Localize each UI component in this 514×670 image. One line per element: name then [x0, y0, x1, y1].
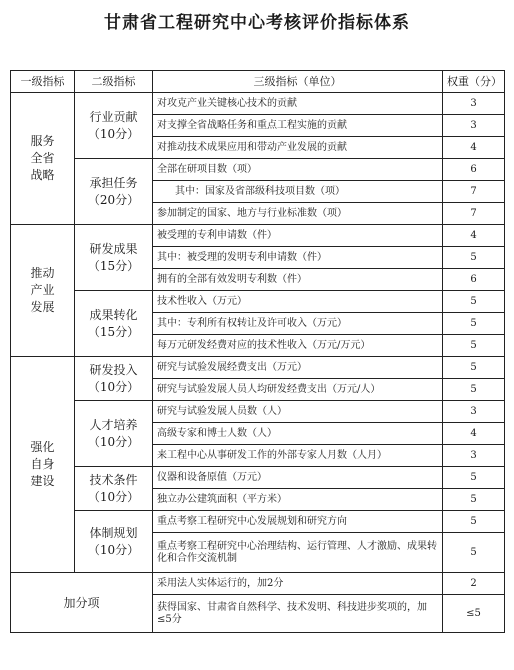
indicator-weight: 4 — [443, 225, 505, 247]
indicator-weight: 3 — [443, 93, 505, 115]
indicator-text: 拥有的全部有效发明专利数（件） — [153, 269, 443, 291]
indicator-text: 对攻克产业关键核心技术的贡献 — [153, 93, 443, 115]
bonus-label: 加分项 — [11, 573, 153, 633]
level1-self-building: 强化 自身 建设 — [11, 357, 75, 573]
indicator-text: 重点考察工程研究中心发展规划和研究方向 — [153, 511, 443, 533]
indicator-text: 每万元研发经费对应的技术性收入（万元/万元） — [153, 335, 443, 357]
indicator-text: 技术性收入（万元） — [153, 291, 443, 313]
level2-industry-contribution: 行业贡献 （10分） — [75, 93, 153, 159]
indicator-weight: 5 — [443, 247, 505, 269]
indicator-weight: 6 — [443, 159, 505, 181]
indicator-text: 参加制定的国家、地方与行业标准数（项） — [153, 203, 443, 225]
table-row — [11, 159, 505, 181]
indicator-weight: 4 — [443, 137, 505, 159]
bonus-item-weight: 2 — [443, 573, 505, 595]
indicator-weight: 5 — [443, 533, 505, 573]
indicator-table — [10, 70, 505, 633]
indicator-weight: 7 — [443, 181, 505, 203]
indicator-text: 其中：国家及省部级科技项目数（项） — [153, 181, 443, 203]
header-weight: 权重（分） — [443, 71, 505, 93]
indicator-weight: 3 — [443, 401, 505, 423]
indicator-text: 全部在研项目数（项） — [153, 159, 443, 181]
level2-results-transfer: 成果转化 （15分） — [75, 291, 153, 357]
indicator-weight: 5 — [443, 489, 505, 511]
header-level2: 二级指标 — [75, 71, 153, 93]
indicator-text: 来工程中心从事研发工作的外部专家人月数（人月） — [153, 445, 443, 467]
indicator-weight: 4 — [443, 423, 505, 445]
indicator-text: 研究与试验发展经费支出（万元） — [153, 357, 443, 379]
level2-rd-results: 研发成果 （15分） — [75, 225, 153, 291]
indicator-weight: 5 — [443, 357, 505, 379]
indicator-text: 对支撑全省战略任务和重点工程实施的贡献 — [153, 115, 443, 137]
level1-service-strategy: 服务 全省 战略 — [11, 93, 75, 225]
indicator-weight: 3 — [443, 115, 505, 137]
bonus-item-text: 获得国家、甘肃省自然科学、技术发明、科技进步奖项的，加≤5分 — [153, 595, 443, 633]
indicator-text: 重点考察工程研究中心治理结构、运行管理、人才激励、成果转化和合作交流机制 — [153, 533, 443, 573]
level2-undertake-tasks: 承担任务 （20分） — [75, 159, 153, 225]
table-row — [11, 225, 505, 247]
table-row — [11, 357, 505, 379]
table-row — [11, 467, 505, 489]
indicator-text: 其中：专利所有权转让及许可收入（万元） — [153, 313, 443, 335]
indicator-text: 被受理的专利申请数（件） — [153, 225, 443, 247]
indicator-text: 仪器和设备原值（万元） — [153, 467, 443, 489]
indicator-weight: 7 — [443, 203, 505, 225]
indicator-text: 其中：被受理的发明专利申请数（件） — [153, 247, 443, 269]
indicator-weight: 5 — [443, 511, 505, 533]
indicator-weight: 5 — [443, 291, 505, 313]
bonus-item-weight: ≤5 — [443, 595, 505, 633]
table-row — [11, 93, 505, 115]
table-row — [11, 291, 505, 313]
level2-technical-conditions: 技术条件 （10分） — [75, 467, 153, 511]
header-level1: 一级指标 — [11, 71, 75, 93]
indicator-text: 独立办公建筑面积（平方米） — [153, 489, 443, 511]
level2-talent-training: 人才培养 （10分） — [75, 401, 153, 467]
indicator-text: 研究与试验发展人员数（人） — [153, 401, 443, 423]
level2-system-planning: 体制规划 （10分） — [75, 511, 153, 573]
header-level3: 三级指标（单位） — [153, 71, 443, 93]
level1-industry-development: 推动 产业 发展 — [11, 225, 75, 357]
table-row — [11, 573, 505, 595]
bonus-item-text: 采用法人实体运行的，加2分 — [153, 573, 443, 595]
indicator-text: 研究与试验发展人员人均研发经费支出（万元/人） — [153, 379, 443, 401]
level2-rd-investment: 研发投入 （10分） — [75, 357, 153, 401]
document-title: 甘肃省工程研究中心考核评价指标体系 — [104, 13, 410, 33]
table-header-row — [11, 71, 505, 93]
indicator-text: 高级专家和博士人数（人） — [153, 423, 443, 445]
indicator-text: 对推动技术成果应用和带动产业发展的贡献 — [153, 137, 443, 159]
indicator-weight: 5 — [443, 467, 505, 489]
table-row — [11, 401, 505, 423]
indicator-weight: 6 — [443, 269, 505, 291]
indicator-weight: 5 — [443, 313, 505, 335]
indicator-weight: 5 — [443, 335, 505, 357]
table-row — [11, 511, 505, 533]
indicator-weight: 3 — [443, 445, 505, 467]
indicator-weight: 5 — [443, 379, 505, 401]
